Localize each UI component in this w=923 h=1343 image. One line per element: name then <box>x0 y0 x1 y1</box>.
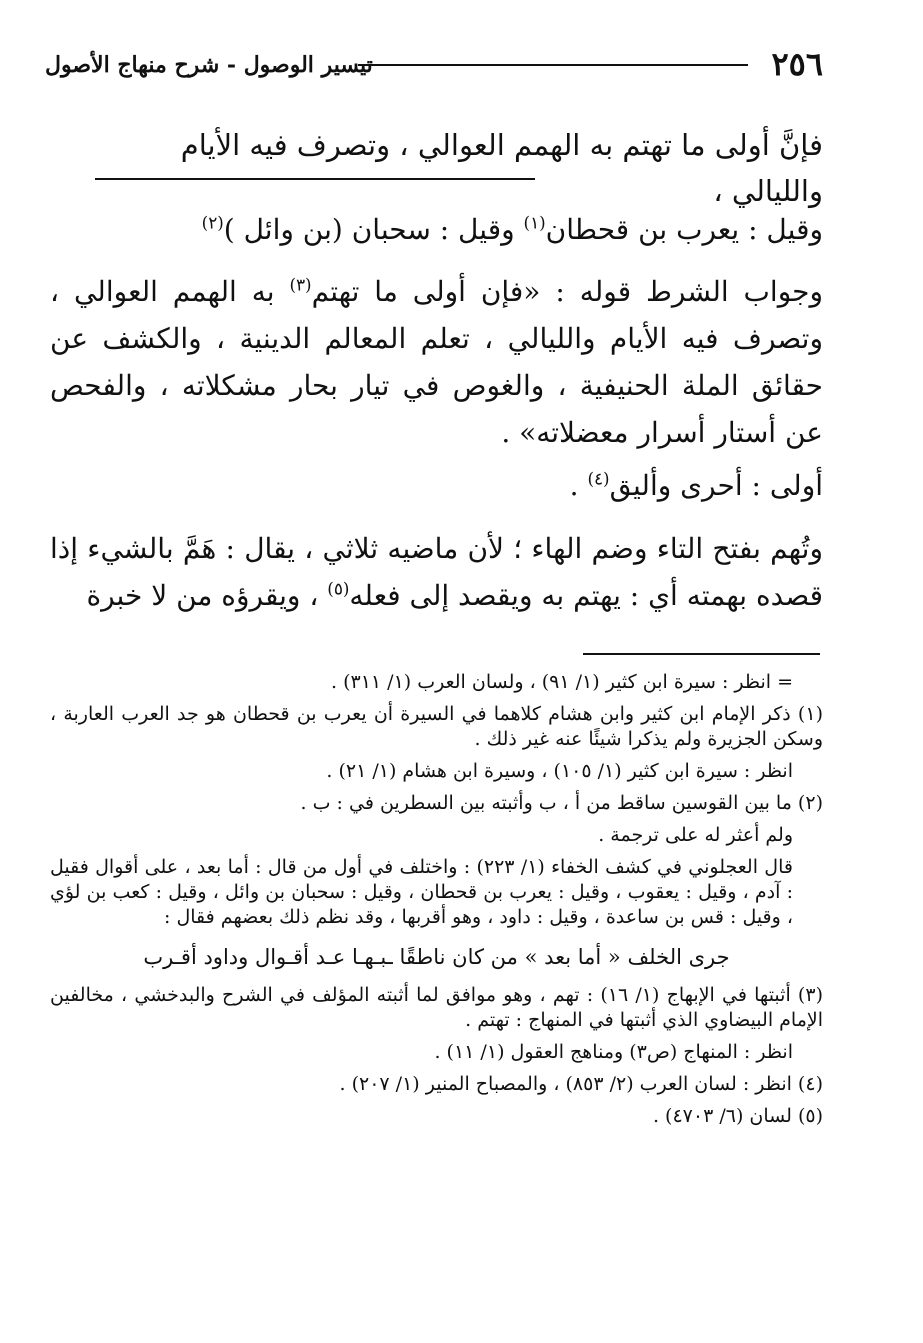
footnote-2-quote: قال العجلوني في كشف الخفاء (١/ ٢٢٣) : واختلف في أول من قال : أما بعد ، على أقوال فقيل : آدم ، وقيل : يعقوب ، وقيل : يعرب بن قحطان ، وقيل : سحبان بن وائل ، وقيل : كعب بن لؤي ، وقيل : قس بن ساعدة ، وقيل : داود ، وهو أقربها ، وقد نظم ذلك بعضهم فقال : <box>50 856 793 928</box>
paragraph-text: به الهمم العوالي ، وتصرف فيه الأيام والليالي ، تعلم المعالم الدينية ، والكشف عن حقائق الملة الحنيفية ، والغوص في تيار بحار مشكلاته ، والفحص عن أستار أسرار معضلاته» . <box>50 275 823 449</box>
footnote-divider <box>583 653 820 655</box>
footnote-ref-1: (١) <box>523 212 546 233</box>
paragraph-text: ، ويقرؤه من لا خبرة <box>86 579 328 612</box>
footnote-1-reference: انظر : سيرة ابن كثير (١/ ١٠٥) ، وسيرة ابن هشام (١/ ٢١) . <box>326 760 793 782</box>
paragraph-text: وجواب الشرط قوله : «فإن أولى ما تهتم <box>311 275 823 308</box>
footnote-2: (٢) ما بين القوسين ساقط من أ ، ب وأثبته بين السطرين في : ب . <box>300 792 823 814</box>
quoted-text-underline <box>95 178 535 180</box>
body-paragraph-2 <box>50 268 823 456</box>
footnote-1: (١) ذكر الإمام ابن كثير وابن هشام كلاهما في السيرة أن يعرب بن قحطان هو جد العرب العاربة ، وسكن الجزيرة ولم يذكرا شيئًا عنه غير ذلك . <box>50 703 823 750</box>
footnote-ref-2: (٢) <box>201 212 224 233</box>
body-paragraph-4 <box>50 525 823 619</box>
footnote-continuation: = انظر : سيرة ابن كثير (١/ ٩١) ، ولسان العرب (١/ ٣١١) . <box>330 671 793 693</box>
footnote-ref-3: (٣) <box>289 274 312 295</box>
body-paragraph-1 <box>50 206 823 253</box>
paragraph-text: . <box>569 469 588 502</box>
header-divider <box>358 64 748 66</box>
footnote-3-reference: انظر : المنهاج (ص٣) ومناهج العقول (١/ ١١) . <box>434 1041 793 1063</box>
footnote-4: (٤) انظر : لسان العرب (٢/ ٨٥٣) ، والمصباح المنير (١/ ٢٠٧) . <box>339 1073 823 1095</box>
page-header <box>45 44 823 94</box>
footnote-ref-4: (٤) <box>587 468 610 489</box>
footnote-3: (٣) أثبتها في الإبهاج (١/ ١٦) : تهم ، وهو موافق لما أثبته المؤلف في الشرح والبدخشي ، مخالفين الإمام البيضاوي الذي أثبتها في المنهاج : تهتم . <box>50 984 823 1031</box>
footnote-ref-5: (٥) <box>327 578 350 599</box>
book-title: تيسير الوصول - شرح منهاج الأصول <box>45 52 373 78</box>
paragraph-text: وقيل : سحبان (بن وائل ) <box>223 213 524 246</box>
paragraph-text: أولى : أحرى وأليق <box>609 469 823 502</box>
footnote-2-note: ولم أعثر له على ترجمة . <box>598 824 793 846</box>
body-paragraph-3 <box>50 462 823 509</box>
poem-verse: جرى الخلف « أما بعد » من كان ناطقًا ـبـهـا عـد أقـوال وداود أقـرب <box>143 945 730 969</box>
quoted-text-line: فإنَّ أولى ما تهتم به الهمم العوالي ، وتصرف فيه الأيام والليالي ، <box>180 128 823 208</box>
paragraph-text: وقيل : يعرب بن قحطان <box>545 213 823 246</box>
footnote-5: (٥) لسان (٦/ ٤٧٠٣) . <box>652 1105 823 1127</box>
footnotes <box>50 670 823 1136</box>
page-number: ٢٥٦ <box>771 45 823 83</box>
paragraph-text: وتُهم بفتح التاء وضم الهاء ؛ لأن ماضيه ثلاثي ، يقال : هَمَّ بالشيء إذا قصده بهمته أي : يهتم به ويقصد إلى فعله <box>50 532 824 612</box>
